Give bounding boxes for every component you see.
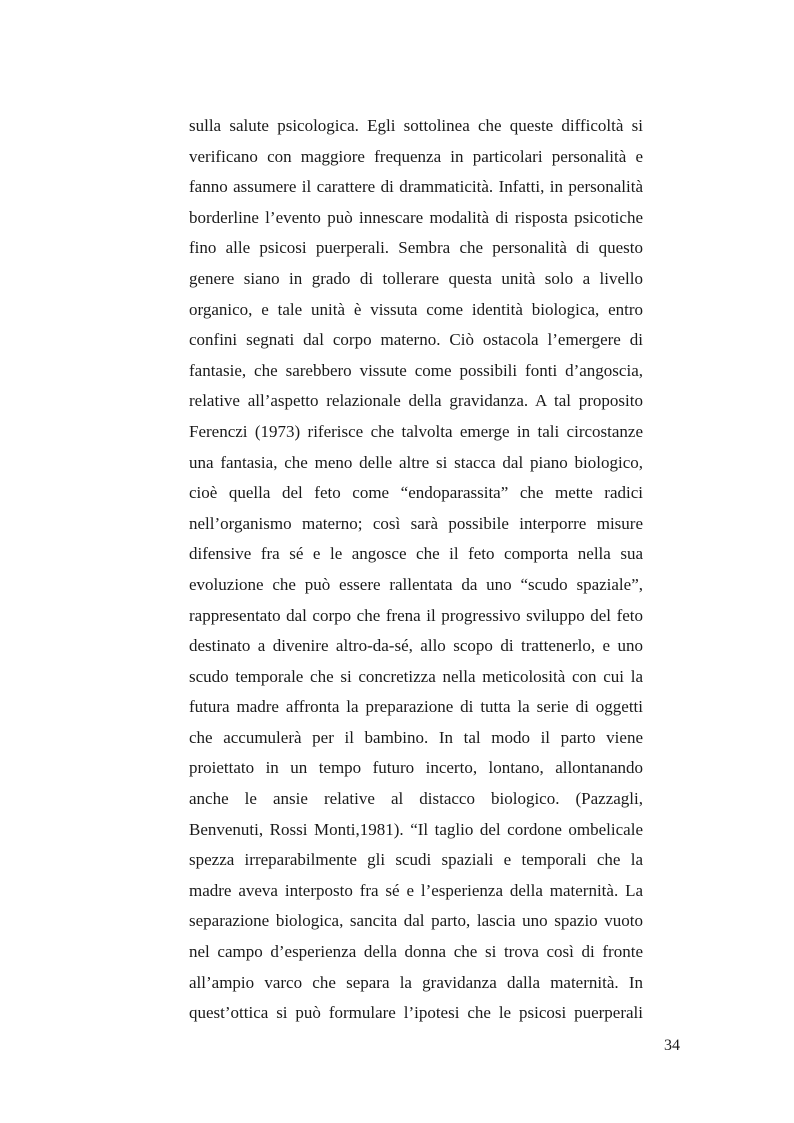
text-line: che accumulerà per il bambino. In tal modo il parto viene [189,727,643,747]
text-line: rappresentato dal corpo che frena il progressivo sviluppo del feto [189,605,643,625]
text-line: borderline l’evento può innescare modalità di risposta psicotiche [189,207,643,227]
text-line: genere siano in grado di tollerare questa unità solo a livello [189,268,643,288]
text-line: Benvenuti, Rossi Monti,1981). “Il taglio del cordone ombelicale [189,819,643,839]
text-line: Ferenczi (1973) riferisce che talvolta emerge in tali circostanze [189,421,643,441]
text-line: futura madre affronta la preparazione di tutta la serie di oggetti [189,697,643,717]
text-line: fantasie, che sarebbero vissute come possibili fonti d’angoscia, [189,360,643,380]
text-line: scudo temporale che si concretizza nella meticolosità con cui la [189,666,643,686]
text-line: quest’ottica si può formulare l’ipotesi che le psicosi puerperali [189,1003,643,1023]
text-line: fanno assumere il carattere di drammaticità. Infatti, in personalità [189,177,643,197]
text-line: una fantasia, che meno delle altre si stacca dal piano biologico, [189,452,643,472]
text-line: nel campo d’esperienza della donna che si trova così di fronte [189,942,643,962]
text-line: sulla salute psicologica. Egli sottolinea che queste difficoltà si [189,116,643,135]
text-line: destinato a divenire altro-da-sé, allo scopo di trattenerlo, e uno [189,636,643,656]
text-line: proiettato in un tempo futuro incerto, lontano, allontanando [189,758,643,778]
text-line: separazione biologica, sancita dal parto, lascia uno spazio vuoto [189,911,643,931]
text-line: difensive fra sé e le angosce che il feto comporta nella sua [189,544,643,564]
text-line: nell’organismo materno; così sarà possibile interporre misure [189,513,643,533]
text-line: organico, e tale unità è vissuta come identità biologica, entro [189,299,643,319]
body-text [189,111,643,1029]
text-line: confini segnati dal corpo materno. Ciò ostacola l’emergere di [189,330,643,350]
text-line: relative all’aspetto relazionale della gravidanza. A tal proposito [189,391,643,411]
text-line: cioè quella del feto come “endoparassita” che mette radici [189,483,643,503]
text-line: anche le ansie relative al distacco biologico. (Pazzagli, [189,789,643,809]
text-line: fino alle psicosi puerperali. Sembra che personalità di questo [189,238,643,258]
page-number: 34 [664,1037,680,1054]
text-line: spezza irreparabilmente gli scudi spaziali e temporali che la [189,850,643,870]
text-line: all’ampio varco che separa la gravidanza dalla maternità. In [189,972,643,992]
text-line: verificano con maggiore frequenza in particolari personalità e [189,146,643,166]
text-line: madre aveva interposto fra sé e l’esperienza della maternità. La [189,880,643,900]
text-line: evoluzione che può essere rallentata da uno “scudo spaziale”, [189,574,643,594]
